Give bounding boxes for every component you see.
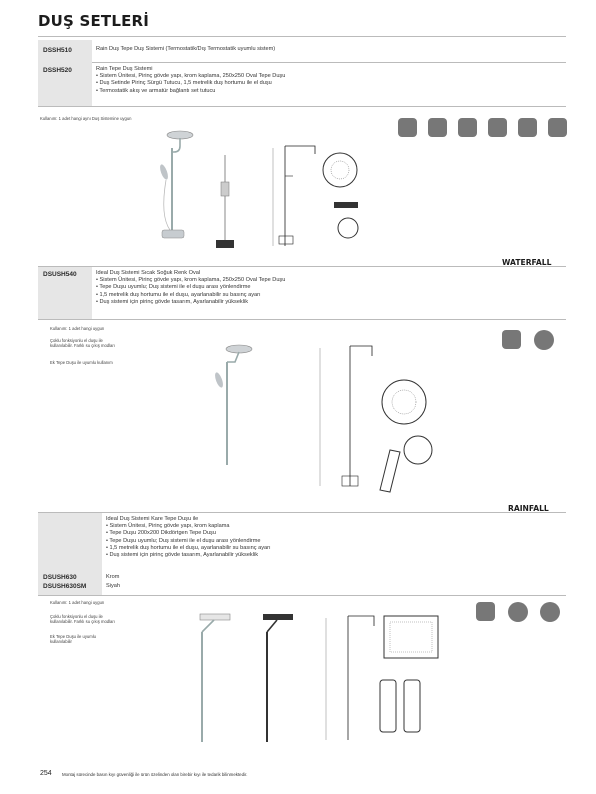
shower-bar-photo <box>210 150 240 260</box>
usage-note: Kullanım: 1 adet hangi uygun <box>50 600 105 605</box>
product-code: DSUSH630 <box>43 574 77 581</box>
shower-head-icon <box>476 602 495 621</box>
divider <box>38 595 566 596</box>
product-code: DSSH510 <box>43 47 72 54</box>
product-description: Rain Duş Tepe Duş Sistemi (Termostatik/Dış Termostatik uyumlu sistem) <box>96 46 276 52</box>
finish-label: Siyah <box>106 583 120 589</box>
hand-shower-head <box>376 678 446 738</box>
easy-clean-icon <box>518 118 537 137</box>
usage-note: Çoklu fonksiyonlu el duşu ile kullanılabilir. Farklı su çıkış modları <box>50 614 115 624</box>
finish-label: Krom <box>106 574 120 580</box>
divider <box>38 266 566 267</box>
collection-label: RAINFALL <box>508 504 549 513</box>
code-column <box>38 40 92 106</box>
product-description: Ideal Duş Sistemi Sıcak Soğuk Renk Oval • Sistem Ünitesi, Pirinç gövde yapı, krom kaplama, 250x250 Oval Tepe Duşu • Tepe Duşu uyumlu; Duş sistemi ile el duşu arası yönlendirme • 1,5 metrelik duş hortumu ile el duşu, ayarlanabilir su basınç ayarı • Duş sistemi için pirinç gövde tasarım, Ayarlanabilir yükseklik <box>96 270 286 305</box>
shower-head-icon <box>398 118 417 137</box>
product-code: DSSH520 <box>43 67 72 74</box>
usage-note: Kullanım: 1 adet hangi aynı Duş Sistemine uygun <box>40 116 132 121</box>
rain-shower-icon <box>428 118 447 137</box>
product-code: DSUSH630SM <box>43 583 87 590</box>
square-shower-head <box>382 614 440 660</box>
page-title: DUŞ SETLERİ <box>38 12 150 30</box>
easy-clean-icon <box>540 602 560 622</box>
code-column <box>38 513 102 595</box>
collection-label: WATERFALL <box>502 258 552 267</box>
footer-text: Montaj sürecinde basın kıyı güvenliği ile ürün özelinden olan birebir kıyı ile tedarik bilinmektedir. <box>62 772 248 777</box>
divider <box>38 106 566 107</box>
page-number: 254 <box>40 770 52 777</box>
hand-shower-head <box>370 430 440 500</box>
usage-note: Ek Tepe Duşu ile uyumlu kullanılabilir <box>50 634 97 644</box>
shower-set-photo <box>205 340 265 470</box>
hand-shower-icon <box>534 330 554 350</box>
product-code: DSUSH540 <box>43 271 77 278</box>
code-column <box>38 267 92 319</box>
hand-shower-icon <box>508 602 528 622</box>
usage-note: Ek Tepe Duşu ile uyumlu kullanım <box>50 360 113 365</box>
round-shower-head <box>378 376 430 428</box>
product-description: Ideal Duş Sistemi Kare Tepe Duşu ile • Sistem Ünitesi, Pirinç gövde yapı, krom kaplama • Tepe Duşu 200x200 Dikdörtgen Tepe Duşu • Tepe Duşu uyumlu; Duş sistemi ile el duşu arası yönlendirme • 1,5 metrelik duş hortumu ile el duşu, ayarlanabilir su basınç ayarı • Duş sistemi için pirinç gövde tasarım, Ayarlanabilir yükseklik <box>106 516 271 559</box>
divider <box>38 319 566 320</box>
shower-set-photo <box>150 126 200 256</box>
shower-set-photo <box>180 612 240 747</box>
thermometer-icon <box>548 118 567 137</box>
shower-head-icon <box>502 330 521 349</box>
usage-note: Çoklu fonksiyonlu el duşu ile kullanılabilir. Farklı su çıkış modları <box>50 338 115 348</box>
divider <box>92 62 566 63</box>
usage-note: Kullanım: 1 adet hangi uygun <box>50 326 105 331</box>
divider <box>38 36 566 37</box>
product-description: Rain Tepe Duş Sistemi • Sistem Ünitesi, Pirinç gövde yapı, krom kaplama, 250x250 Oval Tepe Duşu • Duş Setinde Pirinç Sürgü Tutucu, 1,5 metrelik duş hortumu ile el duşu • Termostatik akış ve armatür bağlantı set tutucu <box>96 66 286 94</box>
shower-set-photo <box>245 612 305 747</box>
hand-shower-head <box>330 200 370 250</box>
round-shower-head <box>320 150 360 190</box>
rain-shower-icon <box>458 118 477 137</box>
hand-shower-icon <box>488 118 507 137</box>
divider <box>38 512 566 513</box>
